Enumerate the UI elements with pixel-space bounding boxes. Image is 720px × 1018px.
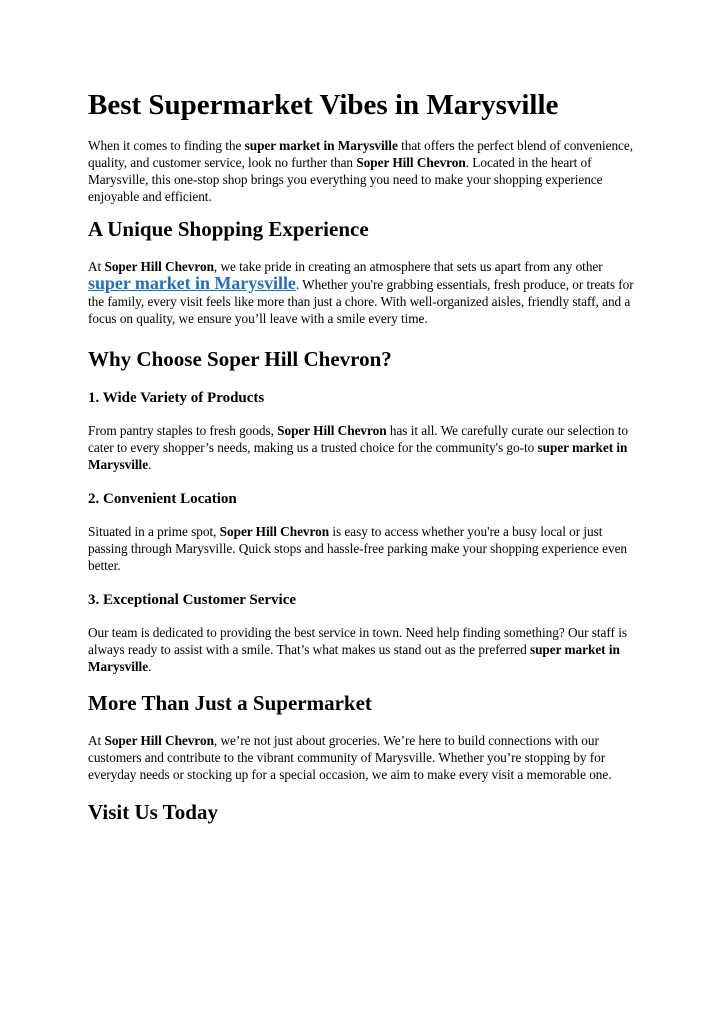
intro-text: that offers the perfect blend of convenience, quality, and customer service, look no further than [88,138,634,170]
super-market-link[interactable]: super market in Marysville [88,273,296,293]
body-text: has it all. We carefully curate our selection to cater to every shopper’s needs, making us a trusted choice for the community's go-to [88,423,628,455]
more-than-supermarket-paragraph [88,732,636,783]
body-text: . [148,659,152,674]
wide-variety-paragraph [88,422,636,473]
section-heading-unique-experience: A Unique Shopping Experience [88,217,369,241]
body-text: At [88,733,105,748]
body-text: At [88,259,105,274]
body-text: , we’re not just about groceries. We’re here to build connections with our customers and contribute to the vibrant community of Marysville. Whether you’re stopping by for everyday needs or stocking up for a special occasion, we aim to make every visit a memorable one. [88,733,612,782]
store-name-bold: Soper Hill Chevron [104,733,214,748]
subheading-customer-service: 3. Exceptional Customer Service [88,592,297,608]
body-text: From pantry staples to fresh goods, [88,423,278,438]
body-text: , we take pride in creating an atmosphere that sets us apart from any other [213,259,603,274]
store-name-bold: Soper Hill Chevron [277,423,387,438]
document-page [88,88,636,825]
unique-experience-paragraph [88,258,636,327]
body-text: Our team is dedicated to providing the best service in town. Need help finding something? Our staff is always ready to assist with a smile. That’s what makes us stand out as the preferred [88,625,627,657]
customer-service-paragraph [88,624,636,675]
body-text: is easy to access whether you're a busy local or just passing through Marysville. Quick stops and hassle-free parking make your shopping experience even better. [88,524,628,573]
store-name-bold: Soper Hill Chevron [104,259,214,274]
subheading-convenient-location: 2. Convenient Location [88,491,237,507]
store-name-bold: Soper Hill Chevron [356,155,466,170]
intro-paragraph [88,137,636,205]
keyword-bold: super market in Marysville [244,138,398,153]
body-text: . Whether you're grabbing essentials, fresh produce, or treats for the family, every visit feels like more than just a chore. With well-organized aisles, friendly staff, and a focus on quality, we ensure you’ll leave with a smile every time. [88,277,634,326]
section-heading-more-than-supermarket: More Than Just a Supermarket [88,691,372,715]
body-text: . [148,457,152,472]
keyword-bold: super market in Marysville [88,440,628,472]
intro-text: . Located in the heart of Marysville, this one-stop shop brings you everything you need to make your shopping experience enjoyable and efficient. [88,155,603,204]
keyword-bold: super market in Marysville [88,642,620,674]
intro-text: When it comes to finding the [88,138,245,153]
subheading-wide-variety: 1. Wide Variety of Products [88,390,265,406]
section-heading-visit-us: Visit Us Today [88,800,218,824]
convenient-location-paragraph [88,523,636,574]
store-name-bold: Soper Hill Chevron [219,524,330,539]
page-title: Best Supermarket Vibes in Marysville [88,89,559,121]
body-text: Situated in a prime spot, [88,524,220,539]
section-heading-why-choose: Why Choose Soper Hill Chevron? [88,347,392,371]
